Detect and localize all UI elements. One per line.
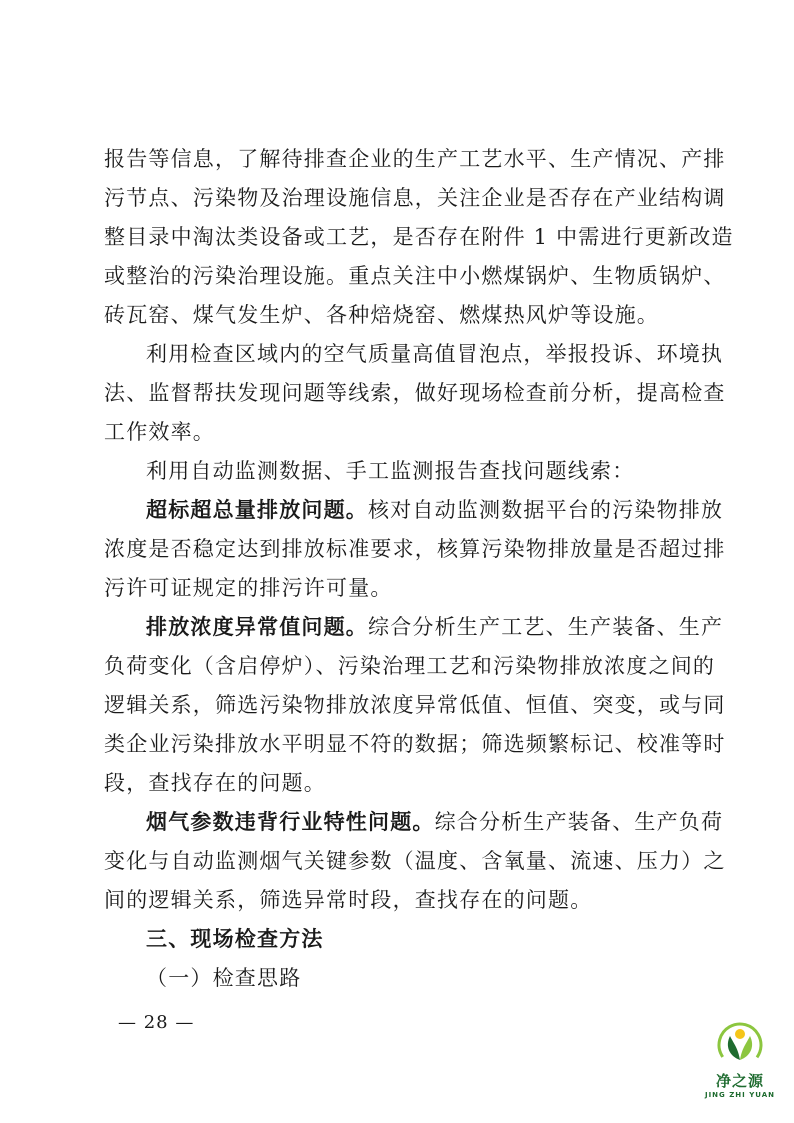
text-line: 负荷变化（含启停炉）、污染治理工艺和污染物排放浓度之间的 <box>104 654 716 678</box>
paragraph-5 <box>104 608 726 803</box>
text-run: 核对自动监测数据平台的污染物排放 <box>368 498 724 522</box>
text-line: 利用检查区域内的空气质量高值冒泡点，举报投诉、环境执 <box>146 342 724 366</box>
subsection-heading: （一）检查思路 <box>146 966 302 990</box>
text-run: 综合分析生产工艺、生产装备、生产 <box>368 615 724 639</box>
text-line: 逻辑关系，筛选污染物排放浓度异常低值、恒值、突变，或与同 <box>104 693 726 717</box>
text-line: 砖瓦窑、煤气发生炉、各种焙烧窑、燃煤热风炉等设施。 <box>104 303 659 327</box>
text-line: 污许可证规定的排污许可量。 <box>104 576 393 600</box>
page-number: — 28 — <box>118 1012 195 1033</box>
body-text <box>104 140 734 998</box>
brand-logo <box>700 1022 780 1112</box>
paragraph-2 <box>104 335 726 452</box>
text-line: 法、监督帮扶发现问题等线索，做好现场检查前分析，提高检查 <box>104 381 726 405</box>
text-run: 综合分析生产装备、生产负荷 <box>434 810 724 834</box>
section-heading: 三、现场检查方法 <box>146 927 324 951</box>
paragraph-1 <box>104 140 734 335</box>
text-line: 浓度是否稳定达到排放标准要求，核算污染物排放量是否超过排 <box>104 537 726 561</box>
text-line: 污节点、污染物及治理设施信息，关注企业是否存在产业结构调 <box>104 186 726 210</box>
leaf-logo-icon <box>717 1022 763 1068</box>
logo-name-en: JING ZHI YUAN <box>704 1091 776 1099</box>
text-line: 段，查找存在的问题。 <box>104 771 326 795</box>
text-line: 整目录中淘汰类设备或工艺，是否存在附件 1 中需进行更新改造 <box>104 225 734 249</box>
paragraph-6 <box>104 803 726 920</box>
paragraph-title: 烟气参数违背行业特性问题。 <box>146 810 435 834</box>
paragraph-4 <box>104 491 726 608</box>
text-line: 间的逻辑关系，筛选异常时段，查找存在的问题。 <box>104 888 593 912</box>
text-line: 工作效率。 <box>104 420 215 444</box>
text-line: 报告等信息，了解待排查企业的生产工艺水平、生产情况、产排 <box>104 147 726 171</box>
text-line: 或整治的污染治理设施。重点关注中小燃煤锅炉、生物质锅炉、 <box>104 264 726 288</box>
text-line: 类企业污染排放水平明显不符的数据；筛选频繁标记、校准等时 <box>104 732 726 756</box>
paragraph-3 <box>104 452 692 491</box>
paragraph-title: 排放浓度异常值问题。 <box>146 615 368 639</box>
text-line <box>104 608 724 647</box>
logo-name-cn: 净之源 <box>715 1072 764 1090</box>
text-line: 利用自动监测数据、手工监测报告查找问题线索： <box>146 459 635 483</box>
text-line <box>104 491 724 530</box>
text-line <box>104 803 724 842</box>
text-line: 变化与自动监测烟气关键参数（温度、含氧量、流速、压力）之 <box>104 849 726 873</box>
paragraph-title: 超标超总量排放问题。 <box>146 498 368 522</box>
